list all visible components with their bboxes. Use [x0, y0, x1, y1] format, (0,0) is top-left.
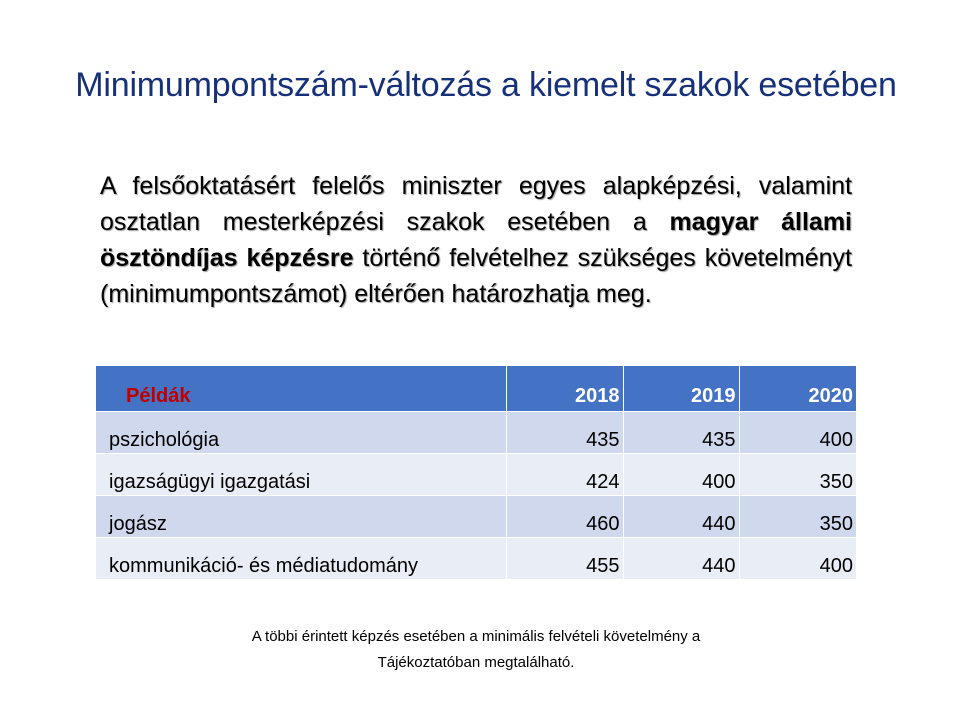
program-name: igazságügyi igazgatási	[96, 454, 506, 496]
footnote-line-2: Tájékoztatóban megtalálható.	[377, 654, 575, 671]
footnote-line-1: A többi érintett képzés esetében a minimális felvételi követelmény a	[251, 628, 701, 645]
value-2019: 440	[623, 538, 739, 580]
body-paragraph	[100, 168, 852, 312]
footnote	[140, 624, 812, 676]
table-row	[96, 496, 856, 538]
header-2018: 2018	[506, 366, 623, 412]
points-table	[96, 366, 856, 579]
program-name: pszichológia	[96, 412, 506, 454]
table-header-row	[96, 366, 856, 412]
value-2020: 350	[739, 496, 856, 538]
value-2020: 400	[739, 412, 856, 454]
slide-title: Minimumpontszám-változás a kiemelt szakok esetében	[75, 66, 897, 104]
value-2018: 435	[506, 412, 623, 454]
table-row	[96, 538, 856, 580]
value-2019: 400	[623, 454, 739, 496]
table-row	[96, 454, 856, 496]
header-2020: 2020	[739, 366, 856, 412]
program-name: kommunikáció- és médiatudomány	[96, 538, 506, 580]
paragraph-text-start: A felsőoktatásért felelős miniszter egyes alapképzési, valamint osztatlan mesterképzési szakok esetében a	[100, 172, 852, 236]
program-name: jogász	[96, 496, 506, 538]
value-2019: 440	[623, 496, 739, 538]
value-2020: 350	[739, 454, 856, 496]
paragraph-text-end: történő felvételhez szükséges követelményt (minimumpontszámot) eltérően határozhatja meg.	[100, 244, 852, 308]
value-2018: 455	[506, 538, 623, 580]
table-row	[96, 412, 856, 454]
header-examples: Példák	[96, 366, 506, 412]
value-2020: 400	[739, 538, 856, 580]
value-2019: 435	[623, 412, 739, 454]
header-2019: 2019	[623, 366, 739, 412]
paragraph-bold-phrase: magyar állami ösztöndíjas képzésre	[100, 208, 852, 272]
value-2018: 460	[506, 496, 623, 538]
value-2018: 424	[506, 454, 623, 496]
